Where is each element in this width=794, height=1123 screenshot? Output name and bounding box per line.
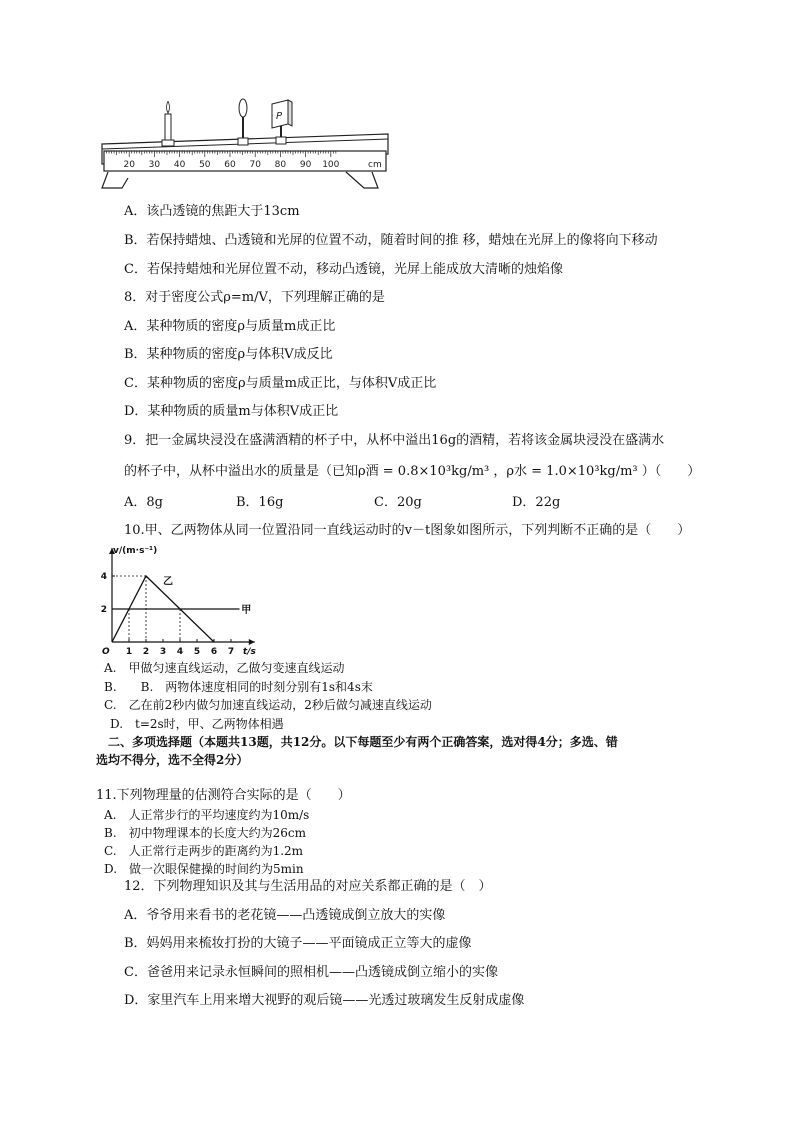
x-axis-label: t/s <box>242 647 256 657</box>
bench-tick-label: 70 <box>249 160 261 170</box>
x-axis-arrow <box>249 639 255 645</box>
convex-lens-icon <box>238 99 248 145</box>
q10-option-c: C. 乙在前2秒内做匀加速直线运动，2秒后做匀减速直线运动 <box>104 698 432 712</box>
x-tick-label: 7 <box>227 647 235 657</box>
bench-tick-label: 40 <box>173 160 186 170</box>
q12-stem: 12．下列物理知识及其与生活用品的对应关系都正确的是（ ） <box>124 879 492 894</box>
candle-icon <box>162 101 174 146</box>
q9-option-c: C．20g <box>374 495 422 510</box>
x-tick-label: 3 <box>159 647 167 657</box>
q10-option-d: D. t=2s时，甲、乙两物体相遇 <box>110 717 284 731</box>
q11-option-c: C. 人正常行走两步的距离约为1.2m <box>104 844 304 858</box>
q7-option-b: B．若保持蜡烛、凸透镜和光屏的位置不动，随着时间的推 移，蜡烛在光屏上的像将向下移动 <box>124 233 658 248</box>
optical-bench-figure <box>96 96 396 196</box>
q9-option-d: D．22g <box>512 495 561 510</box>
q9-option-b: B．16g <box>236 495 284 510</box>
q7-option-c: C．若保持蜡烛和光屏位置不动，移动凸透镜，光屏上能成放大清晰的烛焰像 <box>124 262 563 277</box>
q10-option-b: B. B. 两物体速度相同的时刻分别有1s和4s末 <box>104 680 373 694</box>
y-axis-label: v/(m·s⁻¹) <box>113 545 158 556</box>
x-tick-label: 1 <box>125 647 133 657</box>
bench-tick-label: 50 <box>199 160 211 170</box>
q7-option-a: A．该凸透镜的焦距大于13cm <box>124 204 300 219</box>
q8-option-b: B．某种物质的密度ρ与体积V成反比 <box>124 347 333 362</box>
q10-option-a: A. 甲做匀速直线运动，乙做匀变速直线运动 <box>104 661 345 675</box>
series-label-jia: 甲 <box>241 605 252 616</box>
q12-option-d: D．家里汽车上用来增大视野的观后镜——光透过玻璃发生反射成虚像 <box>124 993 525 1008</box>
bench-tick-label: 20 <box>123 160 135 170</box>
q8-option-d: D．某种物质的质量m与体积V成正比 <box>124 404 339 419</box>
x-tick-label: 5 <box>193 647 201 657</box>
x-tick-label: 4 <box>176 647 184 657</box>
section2-heading-line1: 二、多项选择题（本题共13题，共12分。以下每题至少有两个正确答案，选对得4分；多选、错 <box>108 735 618 749</box>
q11-option-d: D. 做一次眼保健操的时间约为5min <box>104 862 304 876</box>
q8-option-c: C．某种物质的密度ρ与质量m成正比，与体积V成正比 <box>124 376 437 391</box>
q9-options <box>124 495 560 511</box>
q12-option-c: C．爸爸用来记录永恒瞬间的照相机——凸透镜成倒立缩小的实像 <box>124 965 498 980</box>
q8-stem: 8．对于密度公式ρ=m/V，下列理解正确的是 <box>124 290 385 305</box>
bench-tick-label: 30 <box>148 160 161 170</box>
q11-stem: 11.下列物理量的估测符合实际的是（ ） <box>96 788 351 803</box>
screen-label: P <box>276 111 283 122</box>
q8-option-a: A．某种物质的密度ρ与质量m成正比 <box>124 319 336 334</box>
bench-tick-label: 60 <box>224 160 236 170</box>
section2-heading-line2: 选均不得分，选不全得2分） <box>96 753 249 767</box>
vt-chart <box>98 540 258 660</box>
q9-option-a: A．8g <box>124 495 163 510</box>
series-label-yi: 乙 <box>163 576 173 588</box>
x-tick-label: 6 <box>210 647 218 657</box>
bench-unit-label: cm <box>368 160 382 170</box>
q12-option-a: A．爷爷用来看书的老花镜——凸透镜成倒立放大的实像 <box>124 908 446 923</box>
q12-option-b: B．妈妈用来梳妆打扮的大镜子——平面镜成正立等大的虚像 <box>124 936 472 951</box>
q9-line1: 9．把一金属块浸没在盛满酒精的杯子中，从杯中溢出16g的酒精，若将该金属块浸没在盛满水 <box>124 433 665 448</box>
x-tick-label: 2 <box>142 647 150 657</box>
y-tick-label: 2 <box>100 605 107 615</box>
origin-label: O <box>102 647 110 657</box>
bench-tick-label: 90 <box>299 160 312 170</box>
bench-tick-label: 80 <box>274 160 287 170</box>
q11-option-a: A. 人正常步行的平均速度约为10m/s <box>104 808 310 822</box>
y-tick-label: 4 <box>100 572 107 582</box>
q11-option-b: B. 初中物理课本的长度大约为26cm <box>104 826 307 840</box>
q9-line2: 的杯子中，从杯中溢出水的质量是（已知ρ酒 = 0.8×10³kg/m³ ，ρ水 = 1.0×10³kg/m³ ）（ ） <box>124 464 701 479</box>
bench-tick-label: 100 <box>322 160 340 170</box>
q10-stem: 10.甲、乙两物体从同一位置沿同一直线运动时的v－t图象如图所示，下列判断不正确的是（ ） <box>124 523 691 538</box>
